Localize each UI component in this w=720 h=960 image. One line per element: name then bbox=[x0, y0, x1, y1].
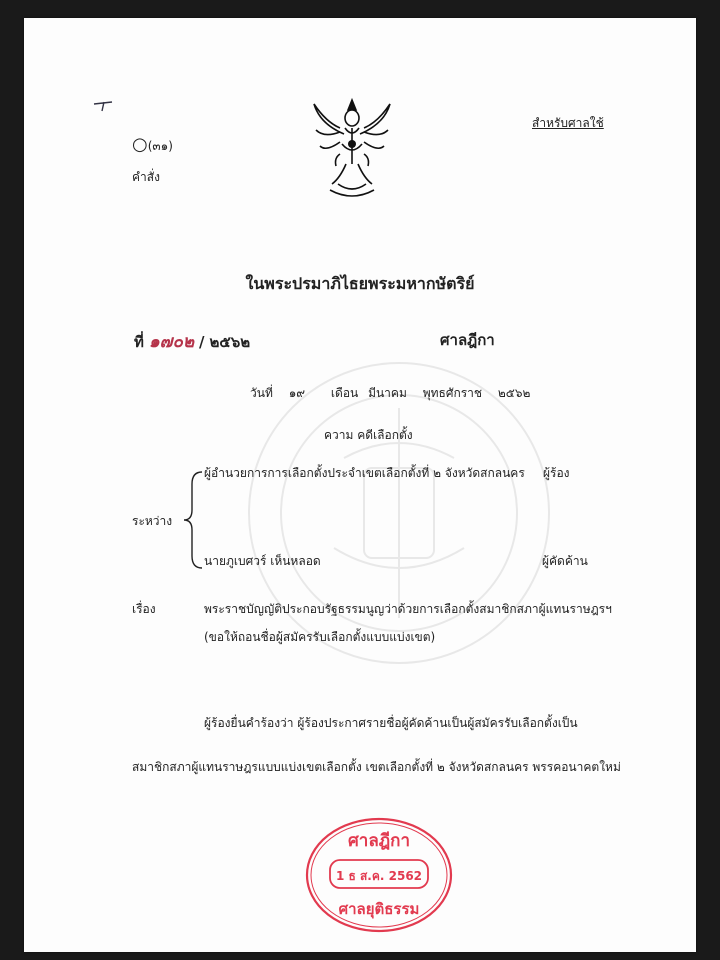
form-type: คำสั่ง bbox=[132, 170, 160, 184]
year-value: ๒๕๖๒ bbox=[497, 386, 531, 400]
respondent-role: ผู้คัดค้าน bbox=[542, 554, 588, 568]
case-year: ๒๕๖๒ bbox=[209, 333, 251, 351]
stamp-bottom-text: ศาลยุติธรรม bbox=[338, 900, 420, 918]
document-title: ในพระปรมาภิไธยพระมหากษัตริย์ bbox=[245, 274, 475, 293]
year-label: พุทธศักราช bbox=[422, 386, 483, 400]
stamp-top-text: ศาลฎีกา bbox=[347, 831, 411, 851]
case-matter: ความ คดีเลือกตั้ง bbox=[324, 428, 413, 442]
month-value: มีนาคม bbox=[368, 386, 407, 400]
between-label: ระหว่าง bbox=[132, 514, 173, 528]
day-value: ๑๙ bbox=[288, 386, 306, 400]
body-line-1: ผู้ร้องยื่นคำร้องว่า ผู้ร้องประกาศรายชื่อผู้คัดค้านเป็นผู้สมัครรับเลือกตั้งเป็น bbox=[204, 716, 578, 730]
brace-icon bbox=[182, 470, 204, 570]
case-number bbox=[134, 328, 250, 355]
document-page bbox=[24, 18, 696, 952]
pen-mark-icon bbox=[92, 98, 116, 112]
court-name: ศาลฎีกา bbox=[440, 331, 495, 349]
for-court-use-label: สำหรับศาลใช้ bbox=[532, 116, 604, 130]
subject-line-1: พระราชบัญญัติประกอบรัฐธรรมนูญว่าด้วยการเลือกตั้งสมาชิกสภาผู้แทนราษฎรฯ bbox=[204, 602, 612, 616]
month-label: เดือน bbox=[330, 386, 359, 400]
circle-mark-icon: ○ bbox=[132, 134, 148, 155]
form-code bbox=[132, 134, 173, 156]
case-no-separator: / bbox=[199, 333, 205, 351]
respondent-name: นายภูเบศวร์ เห็นหลอด bbox=[204, 554, 321, 568]
subject-label: เรื่อง bbox=[132, 602, 156, 616]
date-row bbox=[250, 384, 530, 403]
stamp-date-text: 1 ธ ส.ค. 2562 bbox=[335, 869, 423, 883]
case-no-prefix: ที่ bbox=[134, 333, 144, 351]
petitioner-role: ผู้ร้อง bbox=[543, 466, 570, 480]
court-received-stamp bbox=[304, 816, 454, 934]
form-code-text: (๓๑) bbox=[147, 139, 173, 153]
garuda-emblem-icon bbox=[310, 94, 394, 204]
petitioner-name: ผู้อำนวยการการเลือกตั้งประจำเขตเลือกตั้งที่ ๒ จังหวัดสกลนคร bbox=[204, 466, 525, 480]
day-label: วันที่ bbox=[250, 386, 273, 400]
subject-line-2: (ขอให้ถอนชื่อผู้สมัครรับเลือกตั้งแบบแบ่งเขต) bbox=[204, 630, 436, 644]
case-no-handwritten: ๑๗๐๒ bbox=[148, 332, 195, 352]
body-line-2: สมาชิกสภาผู้แทนราษฎรแบบแบ่งเขตเลือกตั้ง เขตเลือกตั้งที่ ๒ จังหวัดสกลนคร พรรคอนาคตใหม่ bbox=[132, 760, 621, 774]
